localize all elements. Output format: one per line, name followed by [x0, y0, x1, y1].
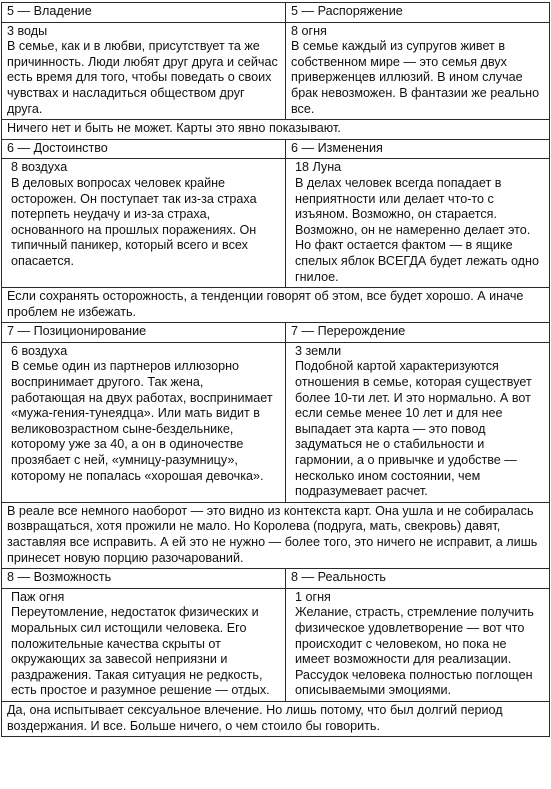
section-note-row	[2, 502, 550, 568]
interpretation-note: Да, она испытывает сексуальное влечение. Но лишь потому, что был долгий период воздержания. И все. Больше ничего, о чем стоило бы говорить.	[2, 701, 550, 736]
card-description: Желание, страсть, стремление получить физическое удовлетворение — вот что происходит с человеком, но пока не имеет возможности для реализации. Рассудок человека полностью поглощен описываемыми эмоциями.	[295, 605, 534, 698]
section-header-row	[2, 3, 550, 23]
position-title: 8 — Реальность	[286, 569, 550, 589]
section-note-row	[2, 701, 550, 736]
section-header-row	[2, 139, 550, 159]
position-title: 5 — Владение	[2, 3, 286, 23]
section-note-row	[2, 288, 550, 323]
section-body-row	[2, 342, 550, 502]
card-name: Паж огня	[11, 589, 65, 604]
position-title: 7 — Перерождение	[286, 323, 550, 343]
position-title: 6 — Изменения	[286, 139, 550, 159]
card-name: 1 огня	[295, 589, 331, 604]
card-name: 8 воздуха	[11, 160, 68, 175]
position-cell	[286, 22, 550, 120]
position-cell	[286, 342, 550, 502]
section-header-row	[2, 323, 550, 343]
card-name: 8 огня	[291, 23, 327, 38]
card-name: 18 Луна	[295, 160, 342, 175]
position-title: 5 — Распоряжение	[286, 3, 550, 23]
position-cell	[2, 159, 286, 288]
section-body-row	[2, 159, 550, 288]
position-cell	[286, 588, 550, 701]
card-description: В семье, как и в любви, присутствует та же причинность. Люди любят друг друга и сейчас есть время для того, чтобы поведать о своих чувствах и насладиться обществом друг друга.	[7, 39, 278, 116]
position-cell	[2, 342, 286, 502]
position-title: 8 — Возможность	[2, 569, 286, 589]
position-cell	[286, 159, 550, 288]
interpretation-note: Ничего нет и быть не может. Карты это явно показывают.	[2, 120, 550, 140]
section-body-row	[2, 22, 550, 120]
card-description: Подобной картой характеризуются отношения в семье, которая существует более 10-ти лет. И это нормально. А вот если семье менее 10 лет и для нее выпадает эта карта — это повод задуматься не о стабильности и гармонии, а о привычке и удобстве — несколько ином состоянии, чем подразумевает расчет.	[295, 359, 532, 499]
position-title: 6 — Достоинство	[2, 139, 286, 159]
interpretation-note: Если сохранять осторожность, а тенденции говорят об этом, все будет хорошо. А иначе проблем не избежать.	[2, 288, 550, 323]
card-description: В делах человек всегда попадает в неприятности или делает что-то с изъяном. Возможно, он старается. Возможно, он не намеренно делает это. Но факт остается фактом — в ящике спелых яблок ВСЕГДА будет лежать одно гнилое.	[295, 175, 539, 284]
card-name: 6 воздуха	[11, 343, 68, 358]
position-title: 7 — Позиционирование	[2, 323, 286, 343]
section-body-row	[2, 588, 550, 701]
position-cell	[2, 22, 286, 120]
section-note-row	[2, 120, 550, 140]
card-description: В семье каждый из супругов живет в собственном мире — это семья двух приверженцев иллюзий. В ином случае брак невозможен. В фантазии же реально все.	[291, 39, 540, 116]
section-header-row	[2, 569, 550, 589]
tarot-reading-table	[1, 2, 550, 737]
card-description: В деловых вопросах человек крайне осторожен. Он поступает так из-за страха потерпеть неудачу и из-за страха, основанного на прошлых поражениях. Он типичный паникер, который всего и всех опасается.	[11, 175, 257, 268]
position-cell	[2, 588, 286, 701]
card-name: 3 земли	[295, 343, 342, 358]
interpretation-note: В реале все немного наоборот — это видно из контекста карт. Она ушла и не собиралась возвращаться, хотя прожили не мало. Но Королева (подруга, мать, свекровь) давят, заставляя все исправить. А ей это не нужно — более того, это ничего не исправит, а лишь принесет новую порцию разочарований.	[2, 502, 550, 568]
card-description: В семье один из партнеров иллюзорно воспринимает другого. Так жена, работающая на двух работах, воспринимает «мужа-гения-тунеядца». Или мать видит в великовозрастном сыне-бездельнике, которому уже за 40, а он в одиночестве прозябает с ней, «умницу-разумницу», которому не попалась «хорошая девочка».	[11, 359, 273, 483]
card-name: 3 воды	[7, 23, 48, 38]
card-description: Переутомление, недостаток физических и моральных сил истощили человека. Его положительные качества скрыты от окружающих за завесой неприязни и раздражения. Такая ситуация не редкость, есть простое и разумное решение — отдых.	[11, 605, 270, 698]
